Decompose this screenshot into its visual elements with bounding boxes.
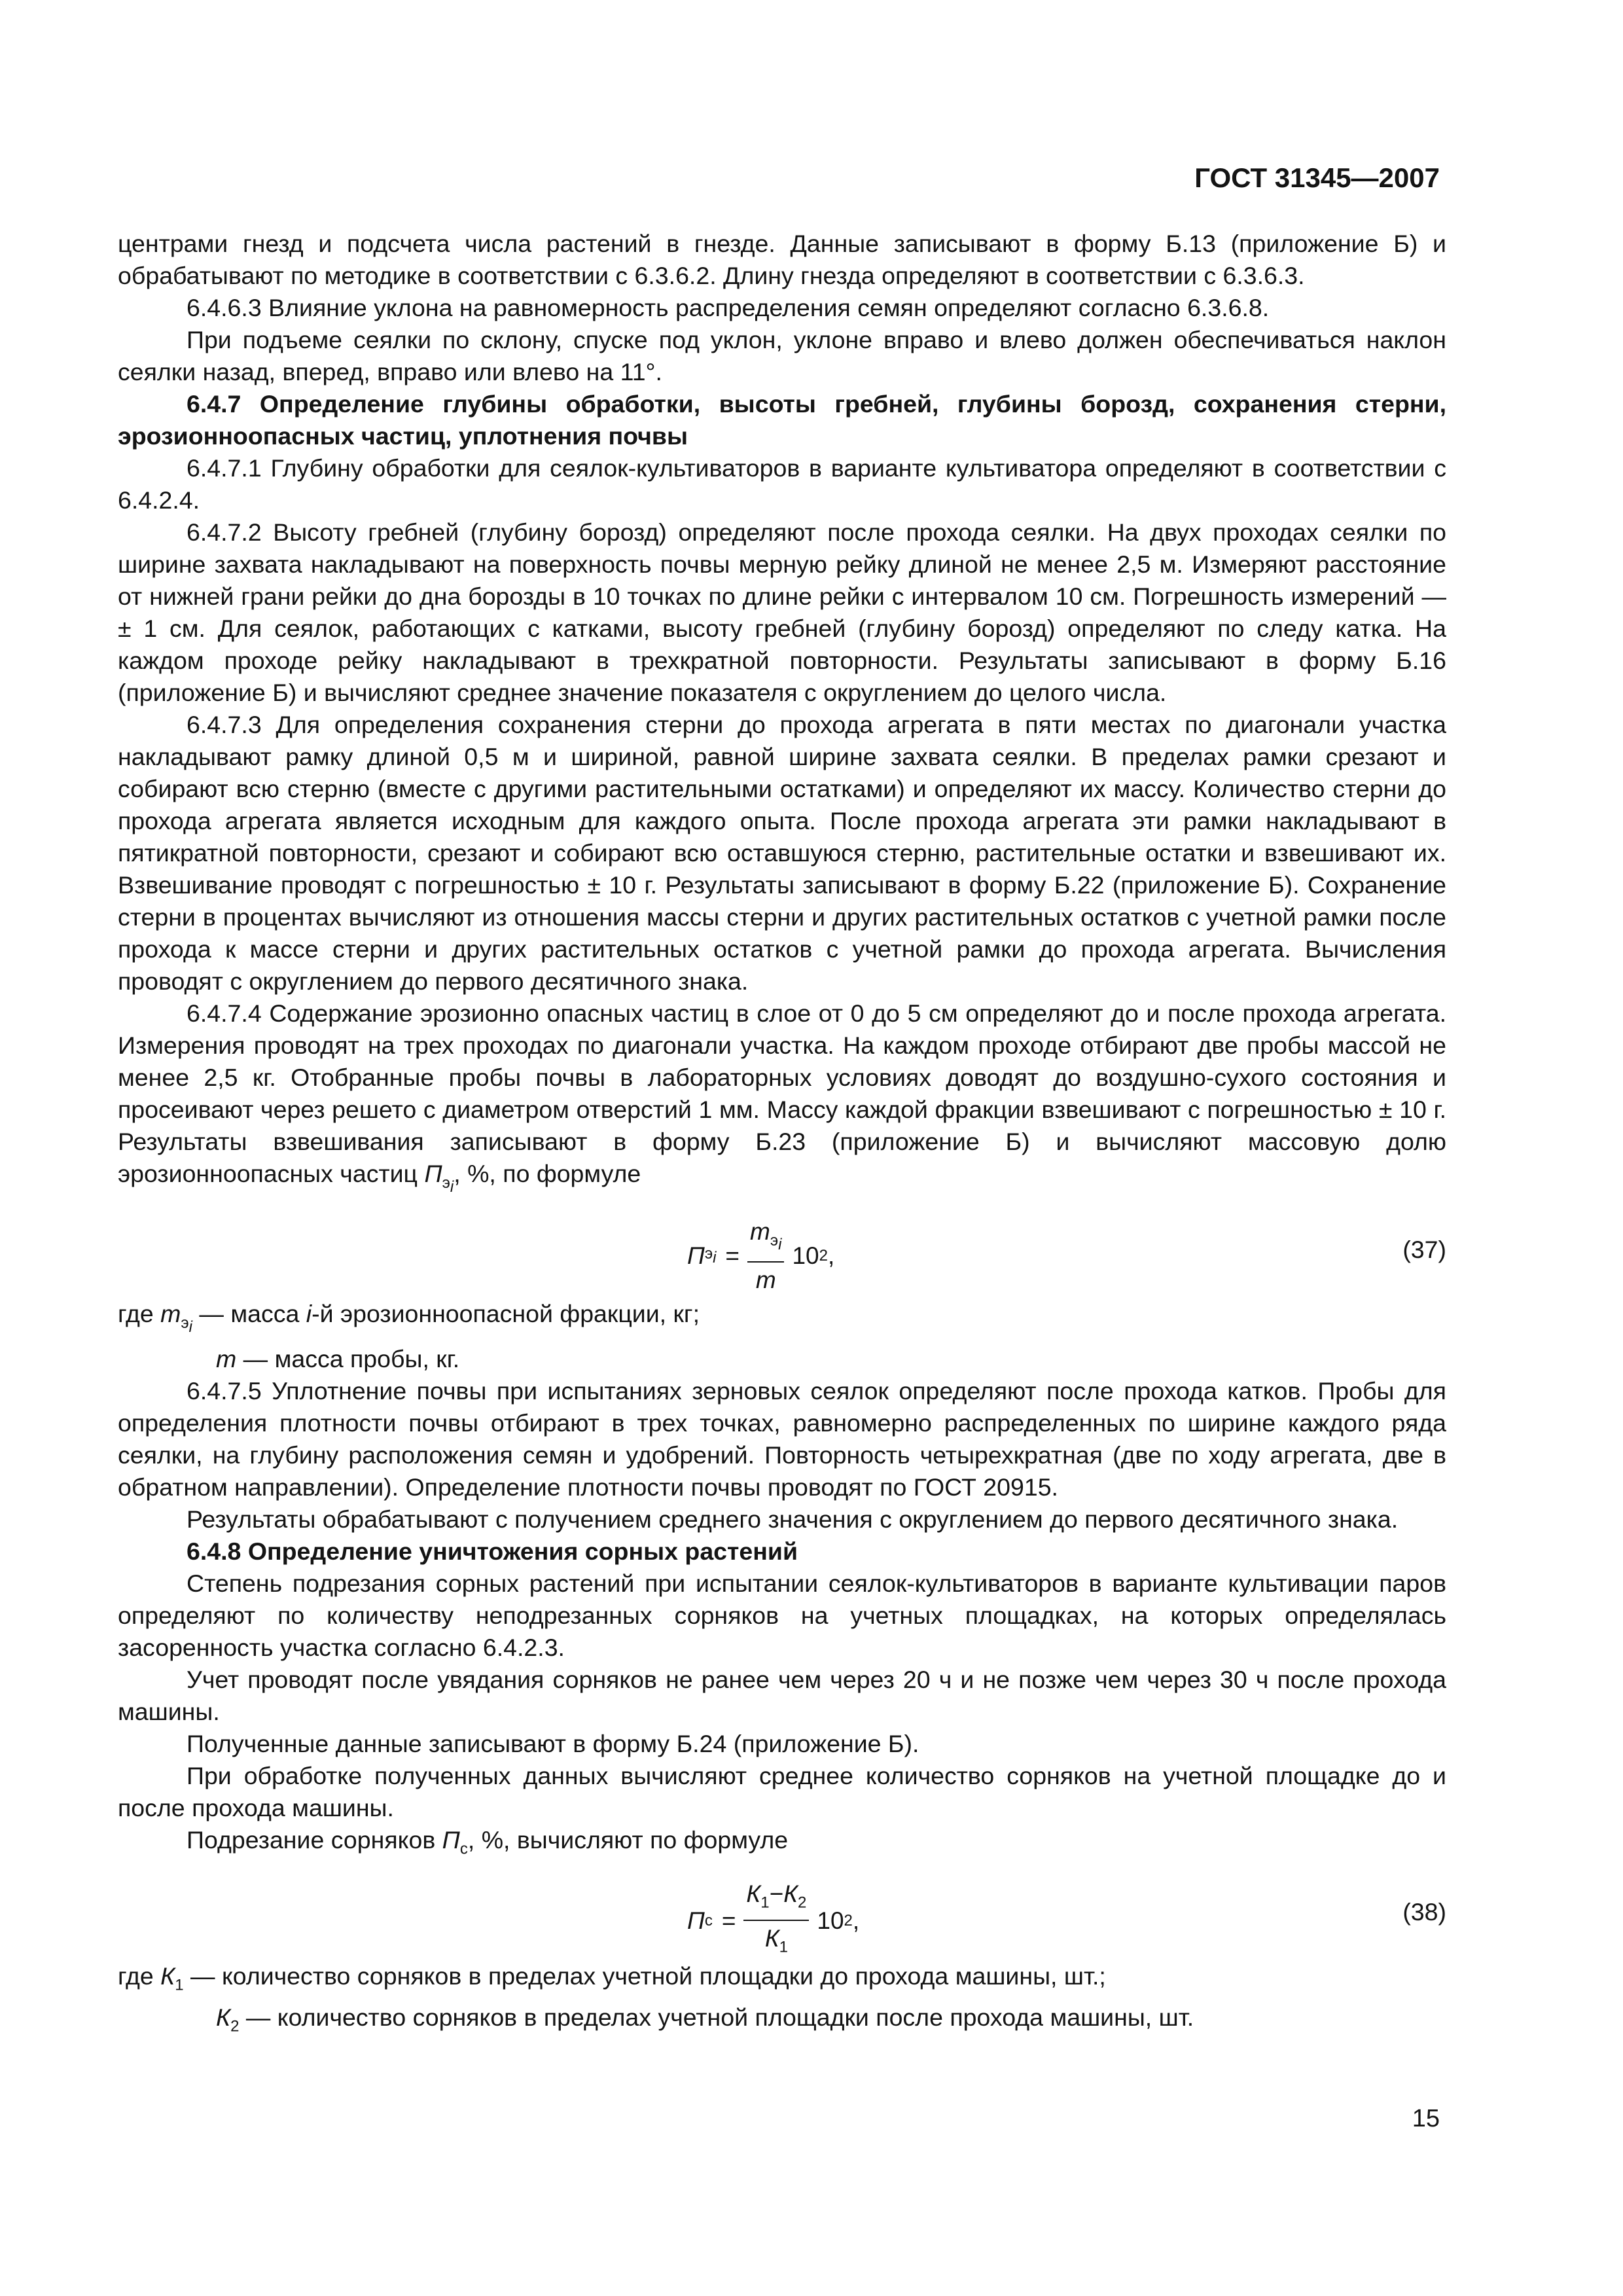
paragraph-formula-38-intro: Подрезание сорняков $П_с$, %, вычисляют по формуле <box>187 1825 789 1858</box>
formula-38-where-1: где $К_1$ — количество сорняков в пределах учетной площадки до прохода машины, шт.; <box>118 1962 1106 1994</box>
body-text <box>118 228 1446 2042</box>
paragraph-slope: При подъеме сеялки по склону, спуске под уклон, уклоне вправо и влево должен обеспечиваться наклон сеялки назад, вперед, вправо или влево на 11°. <box>118 326 1446 386</box>
formula-38 <box>118 1865 1446 1960</box>
paragraph-count: Учет проводят после увядания сорняков не ранее чем через 20 ч и не позже чем через 30 ч после прохода машины. <box>118 1665 1446 1725</box>
paragraph-form: Полученные данные записывают в форму Б.24 (приложение Б). <box>187 1729 919 1757</box>
paragraph-continuation: центрами гнезд и подсчета числа растений в гнезде. Данные записывают в форму Б.13 (приложение Б) и обрабатывают по методике в соответствии с 6.3.6.2. Длину гнезда определяют в соответствии с 6.3.6.3. <box>118 230 1446 289</box>
paragraph-results: Результаты обрабатывают с получением среднего значения с округлением до первого десятичного знака. <box>187 1505 1399 1533</box>
paragraph-6-4-7-2: 6.4.7.2 Высоту гребней (глубину борозд) определяют после прохода сеялки. На двух проходах сеялки по ширине захвата накладывают на поверхность почвы мерную рейку длиной не менее 2,5 м. Измеряют расстояние от нижней грани рейки до дна борозды в 10 точках по длине рейки с интервалом 10 см. Погрешность измерений — ± 1 см. Для сеялок, работающих с катками, высоту гребней (глубину борозд) определяют по следу катка. На каждом проходе рейку накладывают в трехкратной повторности. Результаты записывают в форму Б.16 (приложение Б) и вычисляют среднее значение показателя с округлением до целого числа. <box>118 518 1446 706</box>
formula-38-expression: П с = $\frac{К_1-К_2}{К_1}$ 10 2 , <box>687 1878 859 1964</box>
paragraph-6-4-6-3: 6.4.6.3 Влияние уклона на равномерность распределения семян определяют согласно 6.3.6.8. <box>187 294 1270 321</box>
formula-38-number: (38) <box>1402 1898 1446 1926</box>
formula-37-expression: П $э_i$ = $\frac{m_{э_i}}{m}$ 10 2 , <box>687 1215 834 1296</box>
formula-37-fraction: $\frac{m_{э_i}}{m}$ <box>747 1215 784 1296</box>
paragraph-6-4-7-4-text: 6.4.7.4 Содержание эрозионно опасных частиц в слое от 0 до 5 см определяют до и после прохода агрегата. Измерения проводят на трех проходах по диагонали участка. На каждом проходе отбирают две пробы массой не менее 2,5 кг. Отобранные пробы почвы в лабораторных условиях доводят до воздушно-сухого состояния и просеивают через решето с диаметром отверстий 1 мм. Массу каждой фракции взвешивают с погрешностью ± 10 г. Результаты взвешивания записывают в форму Б.23 (приложение Б) и вычисляют массовую долю эрозионноопасных частиц <box>118 999 1446 1187</box>
paragraph-6-4-7-5: 6.4.7.5 Уплотнение почвы при испытаниях зерновых сеялок определяют после прохода катков. Пробы для определения плотности почвы отбирают в трех точках, равномерно распределенных по ширине каждого ряда сеялки, на глубину расположения семян и удобрений. Повторность четырехкратная (две по ходу агрегата, две в обратном направлении). Определение плотности почвы проводят по ГОСТ 20915. <box>118 1376 1446 1501</box>
heading-6-4-7: 6.4.7 Определение глубины обработки, высоты гребней, глубины борозд, сохранения стерни, эрозионноопасных частиц, уплотнения почвы <box>118 390 1446 450</box>
formula-38-where-2: $К_2$ — количество сорняков в пределах учетной площадки после прохода машины, шт. <box>216 2003 1194 2036</box>
paragraph-6-4-7-1: 6.4.7.1 Глубину обработки для сеялок-культиваторов в варианте культиватора определяют в соответствии с 6.4.2.4. <box>118 454 1446 514</box>
standard-header: ГОСТ 31345—2007 <box>1194 162 1440 193</box>
symbol-p: П <box>424 1160 442 1187</box>
paragraph-6-4-7-4-end: , %, по формуле <box>454 1160 641 1187</box>
paragraph-6-4-7-4 <box>118 997 1446 1202</box>
formula-38-fraction: $\frac{К_1-К_2}{К_1}$ <box>743 1878 809 1964</box>
formula-37-where-2: m — масса пробы, кг. <box>216 1344 460 1372</box>
formula-37-number: (37) <box>1402 1236 1446 1264</box>
paragraph-average: При обработке полученных данных вычисляют среднее количество сорняков на учетной площадке до и после прохода машины. <box>118 1761 1446 1821</box>
page-number: 15 <box>1412 2105 1440 2132</box>
formula-37 <box>118 1202 1446 1298</box>
paragraph-6-4-7-3: 6.4.7.3 Для определения сохранения стерни до прохода агрегата в пяти местах по диагонали участка накладывают рамку длиной 0,5 м и шириной, равной ширине захвата сеялки. В пределах рамки срезают и собирают всю стерню (вместе с другими растительными остатками) и определяют их массу. Количество стерни до прохода агрегата является исходным для каждого опыта. После прохода агрегата эти рамки накладывают в пятикратной повторности, срезают и собирают всю оставшуюся стерню, растительные остатки и взвешивают их. Взвешивание проводят с погрешностью ± 10 г. Результаты записывают в форму Б.22 (приложение Б). Сохранение стерни в процентах вычисляют из отношения массы стерни и других растительных остатков с учетной рамки после прохода к массе стерни и других растительных остатков с учетной рамки до прохода агрегата. Вычисления проводят с округлением до первого десятичного знака. <box>118 711 1446 995</box>
formula-37-where-1: где $m_{э_i}$ — масса i-й эрозионноопасной фракции, кг; <box>118 1300 700 1336</box>
paragraph-weed-cut: Степень подрезания сорных растений при испытании сеялок-культиваторов в варианте культивации паров определяют по количеству неподрезанных сорняков на учетных площадках, на которых определялась засоренность участка согласно 6.4.2.3. <box>118 1569 1446 1661</box>
symbol-sub: эi <box>442 1174 454 1196</box>
heading-6-4-8: 6.4.8 Определение уничтожения сорных растений <box>187 1537 798 1565</box>
